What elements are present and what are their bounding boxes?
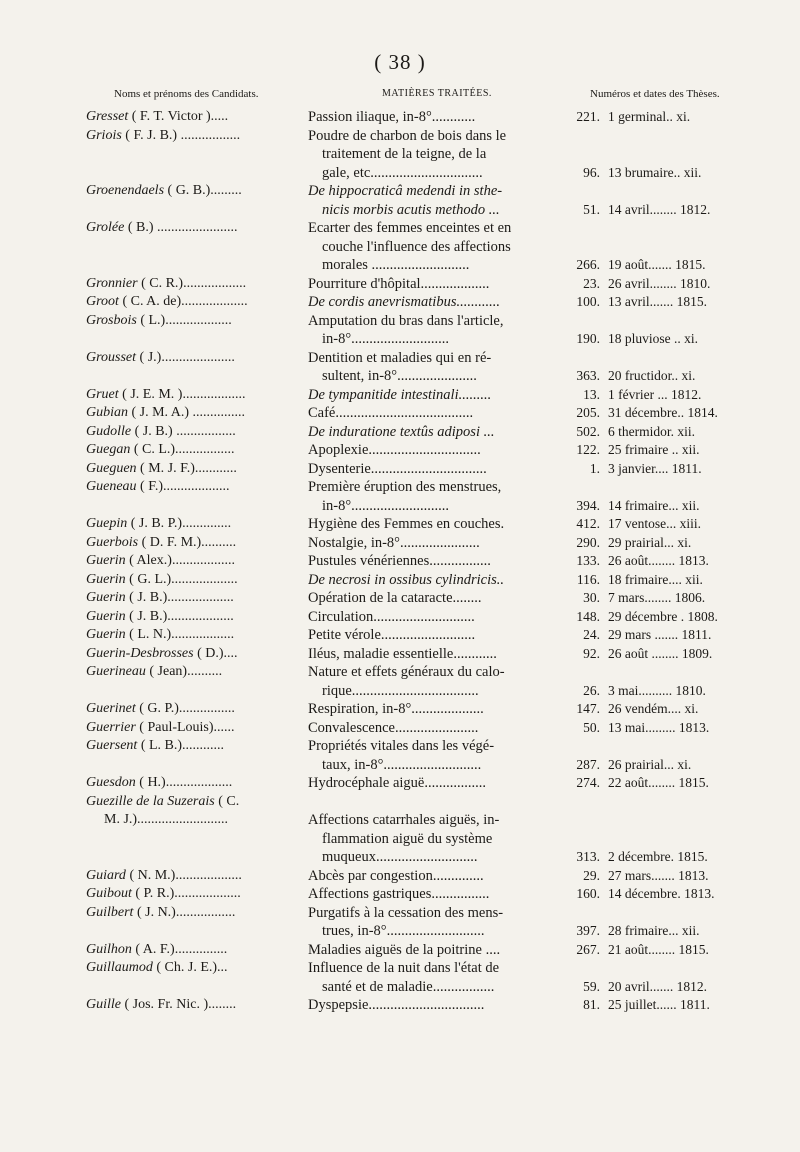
candidate-name <box>86 737 304 756</box>
subject-line: trues, in-8°........................... <box>322 923 485 939</box>
candidate-given-names: ( Alex.).................. <box>129 553 235 568</box>
candidate-surname: Guiard <box>86 867 126 883</box>
candidate-name <box>86 534 304 553</box>
candidate-given-names: ( L. B.)............ <box>140 738 225 753</box>
subject-line: De hippocraticâ medendi in sthe- <box>308 183 503 199</box>
candidate-given-names: ( G. P.)................ <box>139 701 235 716</box>
thesis-number: 190. <box>576 331 600 346</box>
subject-line: Convalescence....................... <box>308 719 479 736</box>
thesis-entry <box>0 996 800 1015</box>
candidate-surname: Grolée <box>86 220 125 235</box>
thesis-subject <box>308 719 560 738</box>
thesis-number: 274. <box>576 775 600 790</box>
candidate-given-names: ( J. B. P.).............. <box>130 516 232 531</box>
candidate-name <box>86 867 304 886</box>
thesis-subject <box>308 571 560 590</box>
subject-line: De necrosi in ossibus cylindricis.. <box>308 571 504 588</box>
candidate-given-names: ( D. F. M.).......... <box>141 534 237 550</box>
candidate-surname: Guerin <box>86 627 126 642</box>
thesis-entry <box>0 645 800 664</box>
subject-line: sultent, in-8°...................... <box>322 368 477 384</box>
thesis-number: 160. <box>576 886 600 901</box>
thesis-subject <box>308 404 560 423</box>
candidate-name <box>86 349 304 368</box>
candidate-given-names: ( L. N.).................. <box>129 627 235 642</box>
thesis-date: 20 fructidor.. xi. <box>608 368 696 383</box>
thesis-date: 26 avril........ 1810. <box>608 275 711 291</box>
candidate-surname: Guilhon <box>86 941 132 957</box>
candidate-name <box>86 219 304 238</box>
thesis-date: 26 prairial... xi. <box>608 756 692 772</box>
thesis-entry <box>0 182 800 219</box>
thesis-date: 26 août........ 1813. <box>608 553 709 568</box>
candidate-name <box>86 386 304 405</box>
subject-line: santé et de maladie................. <box>322 978 495 995</box>
subject-line <box>308 793 560 812</box>
thesis-number: 51. <box>583 201 600 217</box>
subject-line: Apoplexie............................... <box>308 442 481 458</box>
candidate-surname: Guepin <box>86 516 128 531</box>
candidate-name <box>86 904 304 923</box>
thesis-entry <box>0 478 800 515</box>
thesis-entry <box>0 515 800 534</box>
thesis-number: 287. <box>576 756 600 772</box>
thesis-subject <box>308 441 560 460</box>
thesis-subject <box>308 293 560 312</box>
candidate-given-names: ( J. B.) ................. <box>134 423 236 439</box>
thesis-date: 25 juillet...... 1811. <box>608 997 710 1012</box>
thesis-date: 17 ventose... xiii. <box>608 516 701 531</box>
subject-line: Pustules vénériennes................. <box>308 553 491 569</box>
subject-line: De tympanitide intestinali......... <box>308 386 492 403</box>
candidate-given-names: ( F. T. Victor )..... <box>131 109 229 124</box>
candidate-given-names: ( Jos. Fr. Nic. )........ <box>124 997 237 1012</box>
thesis-date: 1 germinal.. xi. <box>608 109 691 124</box>
thesis-number: 221. <box>576 109 600 124</box>
thesis-number: 290. <box>576 534 600 550</box>
thesis-list <box>0 108 800 1015</box>
candidate-surname: Gronnier <box>86 275 138 291</box>
candidate-surname: Guillaumod <box>86 960 153 975</box>
thesis-date: 3 janvier.... 1811. <box>608 460 702 476</box>
thesis-subject <box>308 219 560 275</box>
subject-line: Dyspepsie................................ <box>308 997 485 1013</box>
candidate-surname: Groot <box>86 294 119 309</box>
candidate-given-names: ( B.) ....................... <box>127 220 238 235</box>
thesis-entry <box>0 719 800 738</box>
candidate-name <box>86 959 304 978</box>
candidate-surname: Guerin-Desbrosses <box>86 645 194 661</box>
candidate-surname: Guezille de la Suzerais <box>86 793 215 809</box>
thesis-number: 29. <box>583 867 600 883</box>
candidate-given-names: ( Jean).......... <box>149 664 223 679</box>
subject-line: De cordis anevrismatibus............ <box>308 294 500 310</box>
header-subjects: MATIÈRES TRAITÉES. <box>382 88 492 99</box>
thesis-subject <box>308 552 560 571</box>
candidate-surname: Gueguen <box>86 460 137 476</box>
candidate-given-names: ( G. B.)......... <box>167 183 242 198</box>
candidate-surname: Guerin <box>86 571 126 587</box>
thesis-subject <box>308 885 560 904</box>
thesis-subject <box>308 793 560 867</box>
thesis-entry <box>0 793 800 867</box>
thesis-number: 50. <box>583 719 600 735</box>
thesis-entry <box>0 386 800 405</box>
candidate-surname: Grousset <box>86 349 137 365</box>
subject-line: in-8°........................... <box>322 497 450 514</box>
candidate-given-names: ( M. J. F.)............ <box>140 460 237 476</box>
thesis-date: 14 frimaire... xii. <box>608 497 700 513</box>
subject-line: Maladies aiguës de la poitrine .... <box>308 941 501 958</box>
thesis-subject <box>308 700 560 719</box>
thesis-date: 2 décembre. 1815. <box>608 849 708 864</box>
candidate-given-names: ( F.)................... <box>140 479 230 494</box>
candidate-given-names: ( Ch. J. E.)... <box>156 960 228 975</box>
thesis-subject <box>308 737 560 774</box>
thesis-entry <box>0 904 800 941</box>
thesis-date: 3 mai.......... 1810. <box>608 682 706 698</box>
subject-line: morales ........................... <box>322 257 470 273</box>
subject-line: Abcès par congestion.............. <box>308 867 484 884</box>
candidate-surname: Guerin <box>86 608 126 624</box>
thesis-number: 133. <box>576 553 600 568</box>
candidate-surname: Guesdon <box>86 775 136 790</box>
candidate-name <box>86 460 304 479</box>
thesis-entry <box>0 571 800 590</box>
header-names: Noms et prénoms des Candidats. <box>114 88 259 100</box>
candidate-name <box>86 127 304 146</box>
subject-line: Poudre de charbon de bois dans le <box>308 127 507 144</box>
candidate-given-names: ( J.)..................... <box>139 349 235 365</box>
subject-line: rique................................... <box>322 682 479 699</box>
candidate-name <box>86 793 304 830</box>
thesis-number: 147. <box>576 701 600 716</box>
thesis-date: 6 thermidor. xii. <box>608 423 695 439</box>
candidate-surname: Guille <box>86 997 121 1012</box>
header-numbers: Numéros et dates des Thèses. <box>590 88 720 100</box>
subject-line: Ecarter des femmes enceintes et en <box>308 220 512 236</box>
thesis-subject <box>308 589 560 608</box>
thesis-subject <box>308 645 560 664</box>
candidate-name <box>86 552 304 571</box>
thesis-date: 18 pluviose .. xi. <box>608 331 698 346</box>
candidate-name <box>86 719 304 738</box>
thesis-number: 26. <box>583 682 600 698</box>
subject-line: Amputation du bras dans l'article, <box>308 312 504 329</box>
thesis-number: 1. <box>589 460 600 476</box>
thesis-subject <box>308 349 560 386</box>
candidate-surname: Griois <box>86 127 122 143</box>
candidate-surname: Guerbois <box>86 534 139 550</box>
candidate-surname: Groenendaels <box>86 183 165 198</box>
thesis-date: 22 août........ 1815. <box>608 775 709 790</box>
candidate-name <box>86 571 304 590</box>
thesis-subject <box>308 941 560 960</box>
subject-line: taux, in-8°........................... <box>322 756 482 773</box>
candidate-surname: Guilbert <box>86 904 134 920</box>
candidate-name <box>86 589 304 608</box>
thesis-subject <box>308 275 560 294</box>
thesis-subject <box>308 182 560 219</box>
thesis-entry <box>0 275 800 294</box>
thesis-entry <box>0 608 800 627</box>
candidate-name <box>86 941 304 960</box>
thesis-subject <box>308 478 560 515</box>
candidate-given-names: ( J. E. M. ).................. <box>122 386 246 402</box>
thesis-entry <box>0 552 800 571</box>
thesis-entry <box>0 423 800 442</box>
thesis-number: 92. <box>583 645 600 661</box>
candidate-surname: Guerin <box>86 553 126 568</box>
candidate-name <box>86 626 304 645</box>
thesis-date: 18 frimaire.... xii. <box>608 571 703 587</box>
subject-line: flammation aiguë du système <box>322 830 493 847</box>
thesis-number: 116. <box>576 571 600 587</box>
thesis-subject <box>308 867 560 886</box>
candidate-surname: Gresset <box>86 109 129 124</box>
candidate-name <box>86 996 304 1015</box>
thesis-entry <box>0 460 800 479</box>
candidate-name <box>86 182 304 201</box>
thesis-number: 23. <box>583 275 600 291</box>
thesis-subject <box>308 608 560 627</box>
thesis-entry <box>0 404 800 423</box>
candidate-given-names: ( J. B.)................... <box>129 590 234 605</box>
thesis-number: 267. <box>576 941 600 957</box>
thesis-subject <box>308 534 560 553</box>
thesis-subject <box>308 626 560 645</box>
subject-line: Pourriture d'hôpital................... <box>308 275 490 292</box>
thesis-number: 148. <box>576 608 600 624</box>
subject-line: Dentition et maladies qui en ré- <box>308 349 492 366</box>
candidate-name <box>86 774 304 793</box>
candidate-name <box>86 423 304 442</box>
subject-line: Respiration, in-8°.................... <box>308 701 484 717</box>
thesis-subject <box>308 460 560 479</box>
thesis-subject <box>308 904 560 941</box>
thesis-subject <box>308 108 560 127</box>
thesis-date: 26 vendém.... xi. <box>608 701 699 716</box>
thesis-subject <box>308 423 560 442</box>
thesis-number: 96. <box>583 164 600 180</box>
candidate-given-names: ( A. F.)............... <box>135 941 228 957</box>
thesis-entry <box>0 700 800 719</box>
candidate-name <box>86 108 304 127</box>
thesis-subject <box>308 996 560 1015</box>
candidate-given-names: ( L.)................... <box>140 312 232 328</box>
thesis-number: 502. <box>576 423 600 439</box>
thesis-date: 21 août........ 1815. <box>608 941 709 957</box>
thesis-subject <box>308 959 560 996</box>
subject-line: Iléus, maladie essentielle............ <box>308 645 497 662</box>
candidate-given-names: ( C. <box>218 793 240 809</box>
thesis-number: 30. <box>583 590 600 605</box>
thesis-entry <box>0 663 800 700</box>
thesis-date: 29 mars ....... 1811. <box>608 627 712 642</box>
subject-line: Hygiène des Femmes en couches. <box>308 516 505 532</box>
thesis-subject <box>308 663 560 700</box>
thesis-entry <box>0 127 800 183</box>
subject-line: Hydrocéphale aiguë................. <box>308 775 486 791</box>
thesis-date: 13 brumaire.. xii. <box>608 164 702 180</box>
thesis-number: 266. <box>576 257 600 272</box>
candidate-name <box>86 293 304 312</box>
subject-line: De induratione textûs adiposi ... <box>308 423 495 440</box>
subject-line: Affections catarrhales aiguës, in- <box>308 812 500 828</box>
candidate-name <box>86 312 304 331</box>
candidate-given-names: ( Paul-Louis)...... <box>139 719 235 735</box>
candidate-name <box>86 275 304 294</box>
candidate-name <box>86 441 304 460</box>
candidate-surname: Grosbois <box>86 312 137 328</box>
subject-line: muqueux............................ <box>322 849 478 865</box>
thesis-date: 29 décembre . 1808. <box>608 608 718 624</box>
candidate-surname: Guerin <box>86 590 126 605</box>
thesis-subject <box>308 515 560 534</box>
thesis-entry <box>0 293 800 312</box>
candidate-surname: Gubian <box>86 405 128 420</box>
thesis-date: 31 décembre.. 1814. <box>608 405 718 420</box>
thesis-number: 394. <box>576 497 600 513</box>
candidate-given-names: ( H.)................... <box>139 775 233 790</box>
thesis-subject <box>308 386 560 405</box>
thesis-number: 13. <box>583 386 600 402</box>
candidate-given-names: ( P. R.)................... <box>135 886 241 901</box>
thesis-number: 100. <box>576 294 600 309</box>
candidate-name <box>86 608 304 627</box>
page-number: ( 38 ) <box>374 50 426 74</box>
thesis-date: 7 mars........ 1806. <box>608 590 706 605</box>
thesis-date: 27 mars....... 1813. <box>608 867 709 883</box>
candidate-given-names: ( J. B.)................... <box>129 608 234 624</box>
subject-line: Nature et effets généraux du calo- <box>308 664 505 680</box>
subject-line: Propriétés vitales dans les végé- <box>308 738 495 754</box>
thesis-date: 13 avril....... 1815. <box>608 294 707 309</box>
subject-line: couche l'influence des affections <box>322 238 511 255</box>
thesis-number: 205. <box>576 405 600 420</box>
thesis-subject <box>308 127 560 183</box>
thesis-date: 1 février ... 1812. <box>608 386 702 402</box>
candidate-given-names: ( D.).... <box>197 645 238 661</box>
thesis-entry <box>0 774 800 793</box>
thesis-entry <box>0 219 800 275</box>
thesis-entry <box>0 867 800 886</box>
thesis-date: 14 avril........ 1812. <box>608 201 711 217</box>
thesis-number: 397. <box>576 923 600 938</box>
thesis-date: 25 frimaire .. xii. <box>608 442 700 457</box>
candidate-name <box>86 478 304 497</box>
thesis-entry <box>0 941 800 960</box>
subject-line: Petite vérole.......................... <box>308 627 476 643</box>
candidate-given-names-cont: M. J.).......................... <box>104 812 229 827</box>
subject-line: gale, etc............................... <box>322 164 483 181</box>
subject-line: Passion iliaque, in-8°............ <box>308 109 476 125</box>
candidate-surname: Gruet <box>86 386 119 402</box>
candidate-surname: Guersent <box>86 738 138 753</box>
candidate-name <box>86 885 304 904</box>
candidate-given-names: ( C. R.).................. <box>141 275 247 291</box>
thesis-entry <box>0 626 800 645</box>
candidate-surname: Gudolle <box>86 423 132 439</box>
subject-line: nicis morbis acutis methodo ... <box>322 201 500 218</box>
subject-line: Dysenterie................................ <box>308 460 487 477</box>
thesis-number: 59. <box>583 978 600 994</box>
candidate-given-names: ( G. L.)................... <box>129 571 238 587</box>
candidate-given-names: ( F. J. B.) ................. <box>125 127 241 143</box>
thesis-number: 313. <box>576 849 600 864</box>
thesis-entry <box>0 737 800 774</box>
candidate-name <box>86 700 304 719</box>
candidate-given-names: ( N. M.)................... <box>129 867 242 883</box>
candidate-surname: Guerineau <box>86 664 146 679</box>
candidate-given-names: ( J. M. A.) ............... <box>131 405 246 420</box>
thesis-date: 20 avril....... 1812. <box>608 978 707 994</box>
subject-line: Première éruption des menstrues, <box>308 479 502 495</box>
candidate-surname: Guibout <box>86 886 132 901</box>
subject-line: Circulation............................ <box>308 608 475 625</box>
thesis-date: 19 août....... 1815. <box>608 257 706 272</box>
candidate-surname: Gueneau <box>86 479 137 494</box>
thesis-date: 29 prairial... xi. <box>608 534 692 550</box>
thesis-entry <box>0 312 800 349</box>
thesis-date: 14 décembre. 1813. <box>608 886 715 901</box>
subject-line: in-8°........................... <box>322 331 450 347</box>
subject-line: Influence de la nuit dans l'état de <box>308 960 500 976</box>
thesis-entry <box>0 441 800 460</box>
thesis-entry <box>0 534 800 553</box>
thesis-entry <box>0 589 800 608</box>
thesis-date: 13 mai......... 1813. <box>608 719 710 735</box>
subject-line: Café...................................... <box>308 405 474 421</box>
candidate-surname: Guegan <box>86 442 131 457</box>
subject-line: Nostalgie, in-8°...................... <box>308 534 480 551</box>
subject-line: Affections gastriques................ <box>308 886 490 902</box>
thesis-number: 363. <box>576 368 600 383</box>
thesis-subject <box>308 312 560 349</box>
thesis-entry <box>0 885 800 904</box>
thesis-subject <box>308 774 560 793</box>
thesis-number: 81. <box>583 997 600 1012</box>
subject-line: traitement de la teigne, de la <box>322 146 487 162</box>
candidate-name <box>86 515 304 534</box>
thesis-date: 28 frimaire... xii. <box>608 923 700 938</box>
thesis-entry <box>0 959 800 996</box>
candidate-given-names: ( J. N.)................. <box>136 904 236 920</box>
thesis-date: 26 août ........ 1809. <box>608 645 713 661</box>
thesis-entry <box>0 108 800 127</box>
subject-line: Purgatifs à la cessation des mens- <box>308 904 504 921</box>
thesis-number: 412. <box>576 516 600 531</box>
thesis-number: 24. <box>583 627 600 642</box>
subject-line: Opération de la cataracte........ <box>308 590 482 606</box>
thesis-number: 122. <box>576 442 600 457</box>
candidate-surname: Guerrier <box>86 719 136 735</box>
candidate-surname: Guerinet <box>86 701 136 716</box>
candidate-given-names: ( C. L.)................. <box>133 442 235 457</box>
candidate-given-names: ( C. A. de)................... <box>122 294 248 309</box>
candidate-name <box>86 404 304 423</box>
candidate-name <box>86 663 304 682</box>
thesis-entry <box>0 349 800 386</box>
candidate-name <box>86 645 304 664</box>
